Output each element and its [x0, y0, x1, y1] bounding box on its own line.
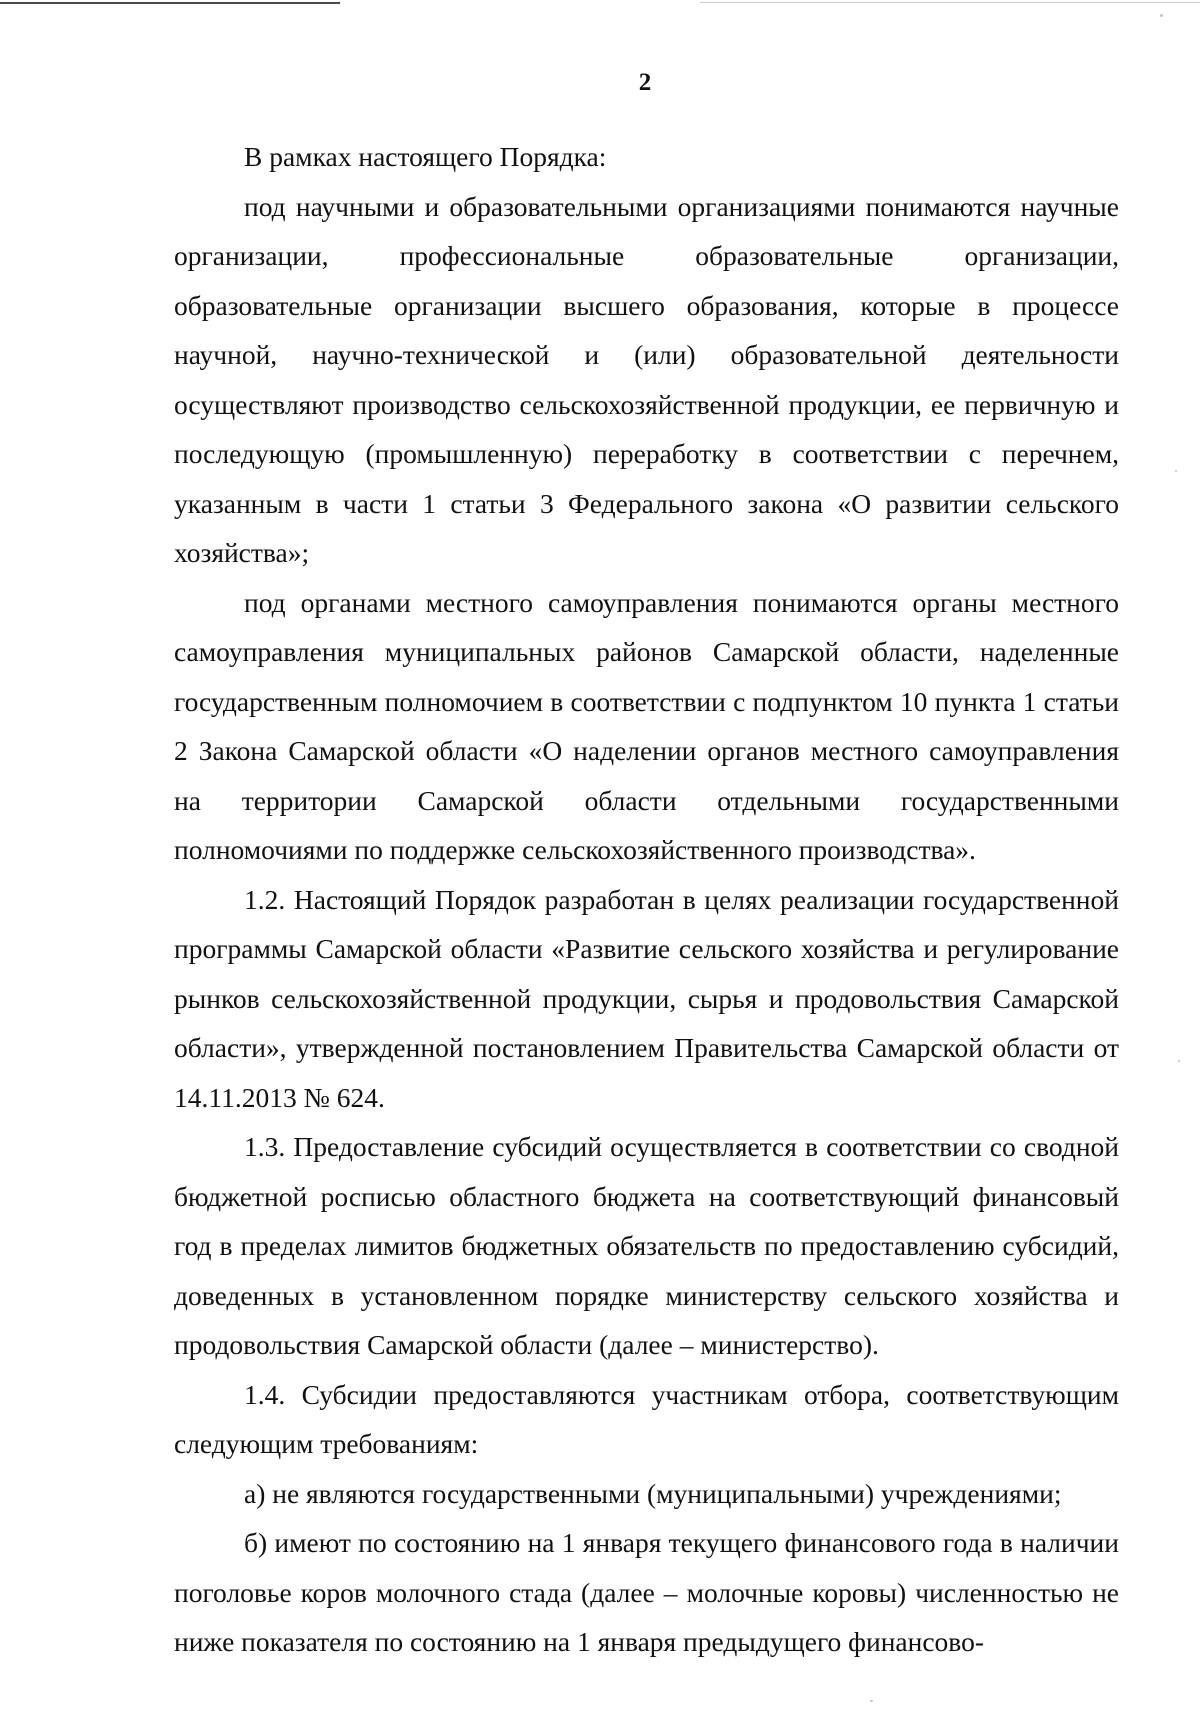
scan-edge-line	[700, 2, 1200, 3]
page-number: 2	[638, 69, 652, 96]
paragraph-item-b: б) имеют по состоянию на 1 января текущего финансового года в наличии поголовье коров молочного стада (далее – молочные коровы) численностью не ниже показателя по состоянию на 1 января предыдущего финансово-	[174, 1527, 1119, 1657]
paragraph-local-government: под органами местного самоуправления понимаются органы местного самоуправления муниципальных районов Самарской области, наделенные государственным полномочием в соответствии с подпунктом 10 пункта 1 статьи 2 Закона Самарской области «О наделении органов местного самоуправления на территории Самарской области отдельными государственными полномочиями по поддержке сельскохозяйственного производства».	[174, 586, 1119, 865]
paragraph-1-2: 1.2. Настоящий Порядок разработан в целях реализации государственной программы Самарской области «Развитие сельского хозяйства и регулирование рынков сельскохозяйственной продукции, сырья и продовольствия Самарской области», утвержденной постановлением Правительства Самарской области от 14.11.2013 № 624.	[174, 883, 1119, 1113]
paragraph-1-4: 1.4. Субсидии предоставляются участникам отбора, соответствующим следующим требованиям:	[174, 1378, 1119, 1459]
document-body	[174, 132, 1119, 1667]
paragraph-intro: В рамках настоящего Порядка:	[244, 141, 607, 172]
scan-speck	[870, 1700, 873, 1702]
paragraph-item-a: а) не являются государственными (муниципальными) учреждениями;	[244, 1477, 1062, 1509]
scan-speck	[1178, 1060, 1180, 1062]
scan-edge-line	[0, 2, 340, 4]
scan-speck	[1160, 14, 1163, 17]
scan-speck	[1175, 470, 1177, 472]
paragraph-1-3: 1.3. Предоставление субсидий осуществляется в соответствии со сводной бюджетной росписью областного бюджета на соответствующий финансовый год в пределах лимитов бюджетных обязательств по предоставлению субсидий, доведенных в установленном порядке министерству сельского хозяйства и продовольствия Самарской области (далее – министерство).	[174, 1131, 1119, 1360]
paragraph-scientific-organizations: под научными и образовательными организациями понимаются научные организации, профессиональные образовательные организации, образовательные организации высшего образования, которые в процессе научной, научно-технической и (или) образовательной деятельности осуществляют производство сельскохозяйственной продукции, ее первичную и последующую (промышленную) переработку в соответствии с перечнем, указанным в части 1 статьи 3 Федерального закона «О развитии сельского хозяйства»;	[174, 190, 1119, 568]
